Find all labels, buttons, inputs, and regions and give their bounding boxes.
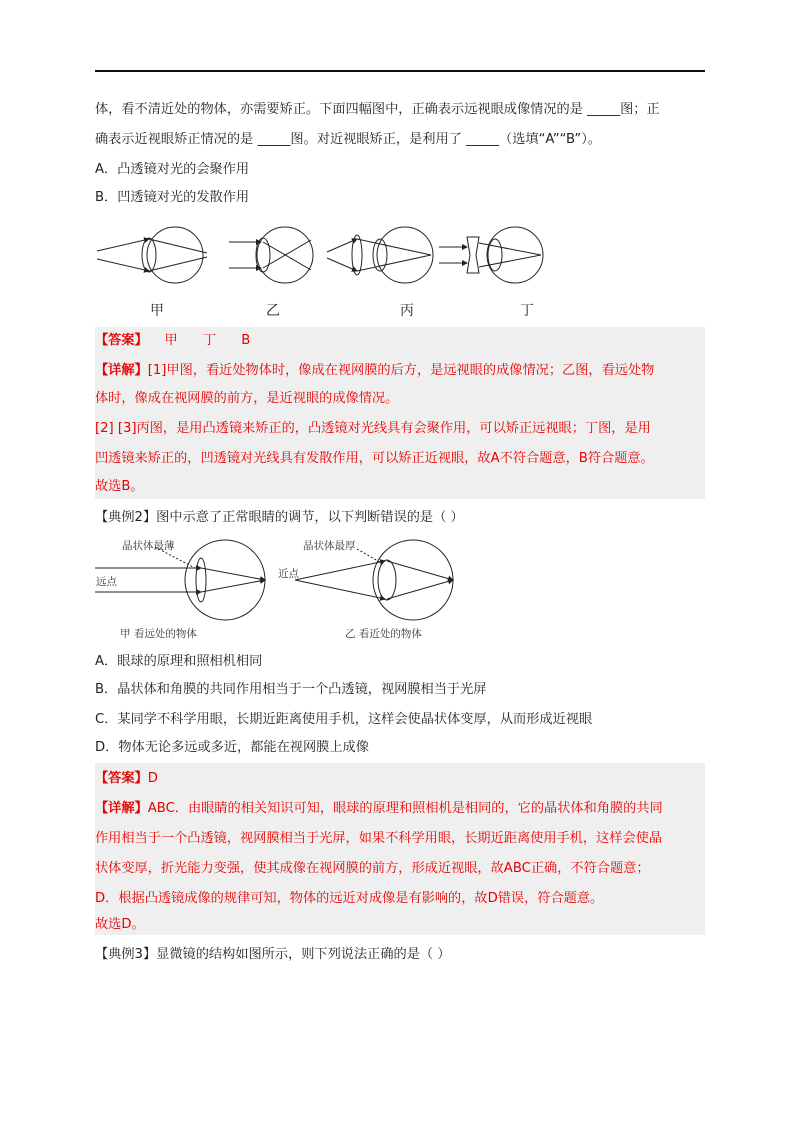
caption-far-object: 甲 看远处的物体 <box>120 628 197 640</box>
caption-jia: 甲 <box>150 303 164 319</box>
q1-line2: 确表示近视眼矫正情况的是 _____图。对近视眼矫正，是利用了 _____（选填“A”“B”）。 <box>95 132 601 147</box>
detail-line4: 凹透镜来矫正的，凹透镜对光线具有发散作用，可以矫正近视眼，故A不符合题意，B符合题意。 <box>95 451 654 466</box>
q2-stem: 【典例2】图中示意了正常眼睛的调节，以下判断错误的是（ ） <box>95 510 464 525</box>
q1-option-a: A．凸透镜对光的会聚作用 <box>95 162 250 177</box>
diagram-bing <box>327 227 433 283</box>
caption-yi: 乙 <box>266 303 280 319</box>
q2-option-c: C．某同学不科学用眼，长期近距离使用手机，这样会使晶状体变厚，从而形成近视眼 <box>95 712 593 727</box>
answer-box-2 <box>95 763 705 935</box>
detail-line4: D．根据凸透镜成像的规律可知，物体的远近对成像是有影响的，故D错误，符合题意。 <box>95 891 604 906</box>
caption-ding: 丁 <box>520 303 534 319</box>
label-thinnest-lens: 晶状体最薄 <box>122 540 175 552</box>
diagram-yi <box>229 227 313 283</box>
answer-values: 甲 丁 B <box>147 333 251 348</box>
header-rule <box>95 70 705 72</box>
q2-option-a: A．眼球的原理和照相机相同 <box>95 654 263 669</box>
answer-box-1 <box>95 327 705 499</box>
detail-line3: 状体变厚，折光能力变强，使其成像在视网膜的前方，形成近视眼，故ABC正确，不符合题意； <box>95 861 650 876</box>
detail-line2: 作用相当于一个凸透镜，视网膜相当于光屏，如果不科学用眼，长期近距离使用手机，这样会使晶 <box>95 831 663 846</box>
detail-line5: 故选B。 <box>95 479 144 494</box>
q2-option-d: D．物体无论多远或多近，都能在视网膜上成像 <box>95 740 369 755</box>
detail-tag: 【详解】 <box>95 363 148 378</box>
q1-line1: 体，看不清近处的物体，亦需要矫正。下面四幅图中，正确表示远视眼成像情况的是 _____图；正 <box>95 102 660 117</box>
diagram-jia <box>97 227 207 283</box>
q3-stem: 【典例3】显微镜的结构如图所示，则下列说法正确的是（ ） <box>95 947 451 962</box>
label-far-point: 远点 <box>96 576 117 588</box>
answer-value: D <box>147 771 158 786</box>
answer-tag: 【答案】 <box>95 333 148 348</box>
caption-near-object: 乙 看近处的物体 <box>345 628 422 640</box>
detail-line3: [2] [3]丙图，是用凸透镜来矫正的，凸透镜对光线具有会聚作用，可以矫正远视眼；丁图，是用 <box>95 421 651 436</box>
detail-line2: 体时，像成在视网膜的前方，是近视眼的成像情况。 <box>95 391 399 406</box>
diagram-ding <box>439 227 543 283</box>
q1-option-b: B．凹透镜对光的发散作用 <box>95 190 250 205</box>
detail-line1: [1]甲图，看近处物体时，像成在视网膜的后方，是远视眼的成像情况；乙图，看远处物 <box>147 363 655 378</box>
label-near-point: 近点 <box>278 568 299 580</box>
detail-tag: 【详解】 <box>95 801 148 816</box>
detail-line5: 故选D。 <box>95 917 145 932</box>
q2-option-b: B．晶状体和角膜的共同作用相当于一个凸透镜，视网膜相当于光屏 <box>95 682 487 697</box>
label-thickest-lens: 晶状体最厚 <box>303 540 356 552</box>
caption-bing: 丙 <box>400 303 414 319</box>
answer-tag: 【答案】 <box>95 771 148 786</box>
detail-line1: ABC．由眼睛的相关知识可知，眼球的原理和照相机是相同的，它的晶状体和角膜的共同 <box>147 801 663 816</box>
